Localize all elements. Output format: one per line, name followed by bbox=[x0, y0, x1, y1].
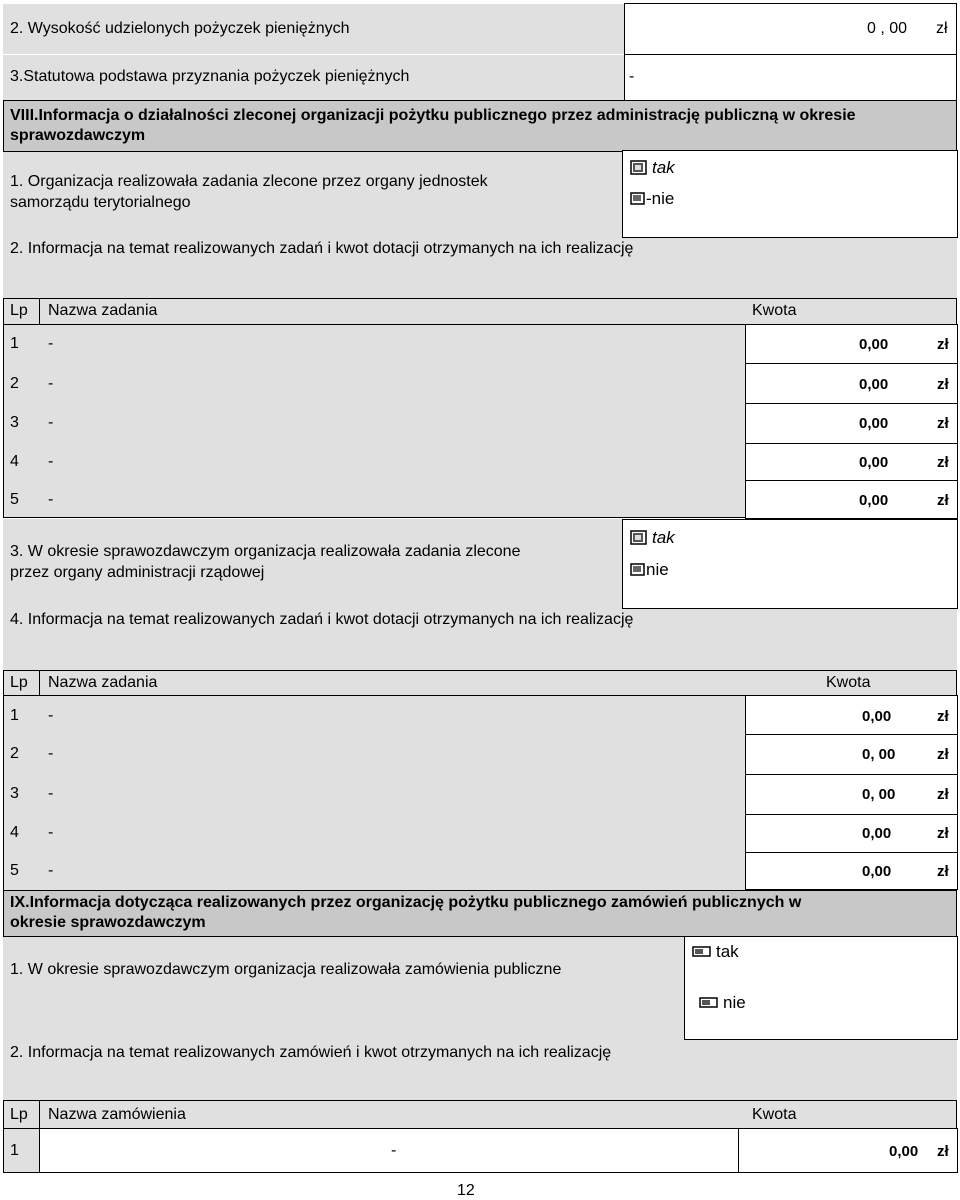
loans-amount-currency: zł bbox=[936, 20, 948, 37]
row-name: - bbox=[48, 414, 54, 431]
row-currency: zł bbox=[937, 1143, 949, 1160]
row-lp: 5 bbox=[10, 862, 19, 879]
amount-cell bbox=[745, 480, 958, 519]
ix-q1-option-yes-label: tak bbox=[716, 942, 739, 961]
table2-col-name: Nazwa zadania bbox=[48, 674, 158, 691]
row-amount: 0,00 bbox=[859, 492, 889, 509]
row-amount: 0,00 bbox=[859, 415, 889, 432]
checkbox-icon bbox=[699, 997, 719, 1009]
amount-cell bbox=[745, 695, 958, 735]
row-name: - bbox=[48, 491, 54, 508]
checkbox-icon bbox=[630, 192, 646, 206]
row-currency: zł bbox=[937, 492, 949, 509]
row-amount: 0,00 bbox=[859, 376, 889, 393]
row-amount: 0, 00 bbox=[862, 786, 896, 803]
row-currency: zł bbox=[937, 863, 949, 880]
name-cell bbox=[39, 1128, 739, 1173]
checkbox-icon bbox=[630, 530, 648, 546]
row-amount: 0,00 bbox=[889, 1143, 919, 1160]
table1-col-name: Nazwa zadania bbox=[48, 302, 158, 319]
q4-label: 4. Informacja na temat realizowanych zadań i kwot dotacji otrzymanych na ich realizację bbox=[10, 611, 634, 628]
amount-cell bbox=[745, 363, 958, 404]
row-amount: 0,00 bbox=[862, 825, 892, 842]
table1-col-amount: Kwota bbox=[752, 302, 797, 319]
section-ix-heading-line1: IX.Informacja dotycząca realizowanych przez organizację pożytku publicznego zamówień publicznych w bbox=[10, 894, 802, 911]
checkbox-icon bbox=[630, 563, 646, 577]
row-amount: 0,00 bbox=[862, 708, 892, 725]
row-lp: 1 bbox=[10, 707, 19, 724]
amount-cell bbox=[745, 324, 958, 364]
ix-q1-label: 1. W okresie sprawozdawczym organizacja realizowała zamówienia publiczne bbox=[10, 961, 562, 978]
row-currency: zł bbox=[937, 376, 949, 393]
amount-cell bbox=[745, 443, 958, 481]
q2-label: 2. Informacja na temat realizowanych zadań i kwot dotacji otrzymanych na ich realizację bbox=[10, 240, 634, 257]
row-amount: 0,00 bbox=[862, 863, 892, 880]
page-number: 12 bbox=[457, 1182, 475, 1199]
ix-q2-label: 2. Informacja na temat realizowanych zamówień i kwot otrzymanych na ich realizację bbox=[10, 1044, 612, 1061]
amount-cell bbox=[745, 734, 958, 775]
amount-cell bbox=[745, 403, 958, 444]
q1-option-yes-label: tak bbox=[652, 158, 675, 177]
amount-cell bbox=[745, 852, 958, 890]
loans-amount-label: 2. Wysokość udzielonych pożyczek pieniężnych bbox=[10, 20, 350, 37]
q3-option-no[interactable] bbox=[630, 560, 669, 580]
q3-option-yes-label: tak bbox=[652, 528, 675, 547]
row-currency: zł bbox=[937, 336, 949, 353]
ix-q1-option-no-label: nie bbox=[723, 993, 746, 1012]
row-lp: 4 bbox=[10, 453, 19, 470]
section-viii-heading: VIII.Informacja o działalności zleconej organizacji pożytku publicznego przez administrację publiczną w okresie sprawozdawczym bbox=[10, 107, 856, 144]
loans-basis-value: - bbox=[629, 68, 635, 85]
row-name: - bbox=[48, 707, 54, 724]
row-amount: 0, 00 bbox=[862, 746, 896, 763]
row-lp: 3 bbox=[10, 414, 19, 431]
row-currency: zł bbox=[937, 415, 949, 432]
row-name: - bbox=[48, 335, 54, 352]
amount-cell bbox=[738, 1128, 958, 1173]
table2-col-amount: Kwota bbox=[826, 674, 871, 691]
row-name: - bbox=[48, 862, 54, 879]
checkbox-icon bbox=[630, 160, 648, 176]
row-name: - bbox=[48, 785, 54, 802]
row-lp: 5 bbox=[10, 491, 19, 508]
row-name: - bbox=[48, 824, 54, 841]
table2-col-lp: Lp bbox=[10, 674, 28, 691]
row-currency: zł bbox=[937, 708, 949, 725]
q1-option-no[interactable] bbox=[630, 189, 674, 209]
row-name: - bbox=[48, 375, 54, 392]
ix-q1-option-yes[interactable] bbox=[692, 942, 739, 962]
q3-option-no-label: nie bbox=[646, 560, 669, 579]
q3-label-line2: przez organy administracji rządowej bbox=[10, 564, 265, 581]
q1-label-line1: 1. Organizacja realizowała zadania zlecone przez organy jednostek bbox=[10, 173, 488, 190]
row-lp: 4 bbox=[10, 824, 19, 841]
row-lp: 1 bbox=[10, 1142, 19, 1159]
row-currency: zł bbox=[937, 746, 949, 763]
loans-amount-cell bbox=[624, 3, 957, 55]
amount-cell bbox=[745, 814, 958, 853]
table3-col-name: Nazwa zamówienia bbox=[48, 1106, 186, 1123]
loans-amount-value: 0 , 00 bbox=[867, 20, 908, 37]
loans-basis-label: 3.Statutowa podstawa przyznania pożyczek pieniężnych bbox=[10, 68, 410, 85]
row-currency: zł bbox=[937, 454, 949, 471]
q1-option-no-label: -nie bbox=[646, 189, 675, 208]
table3-col-lp: Lp bbox=[10, 1106, 28, 1123]
ix-q1-option-no[interactable] bbox=[699, 993, 746, 1013]
checkbox-icon bbox=[692, 946, 712, 958]
row-lp: 3 bbox=[10, 785, 19, 802]
row-lp: 1 bbox=[10, 335, 19, 352]
table3-col-amount: Kwota bbox=[752, 1106, 797, 1123]
row-lp: 2 bbox=[10, 375, 19, 392]
loans-basis-cell bbox=[624, 55, 957, 100]
q1-option-yes[interactable] bbox=[630, 158, 675, 178]
row-amount: 0,00 bbox=[859, 454, 889, 471]
amount-cell bbox=[745, 774, 958, 815]
table1-col-lp: Lp bbox=[10, 302, 28, 319]
row-name: - bbox=[391, 1142, 397, 1159]
q3-option-yes[interactable] bbox=[630, 528, 675, 548]
row-name: - bbox=[48, 745, 54, 762]
row-name: - bbox=[48, 453, 54, 470]
q3-label-line1: 3. W okresie sprawozdawczym organizacja realizowała zadania zlecone bbox=[10, 543, 521, 560]
row-currency: zł bbox=[937, 825, 949, 842]
q1-label-line2: samorządu terytorialnego bbox=[10, 194, 191, 211]
row-lp: 2 bbox=[10, 745, 19, 762]
row-amount: 0,00 bbox=[859, 336, 889, 353]
row-currency: zł bbox=[937, 786, 949, 803]
section-ix-heading-line2: okresie sprawozdawczym bbox=[10, 914, 206, 931]
